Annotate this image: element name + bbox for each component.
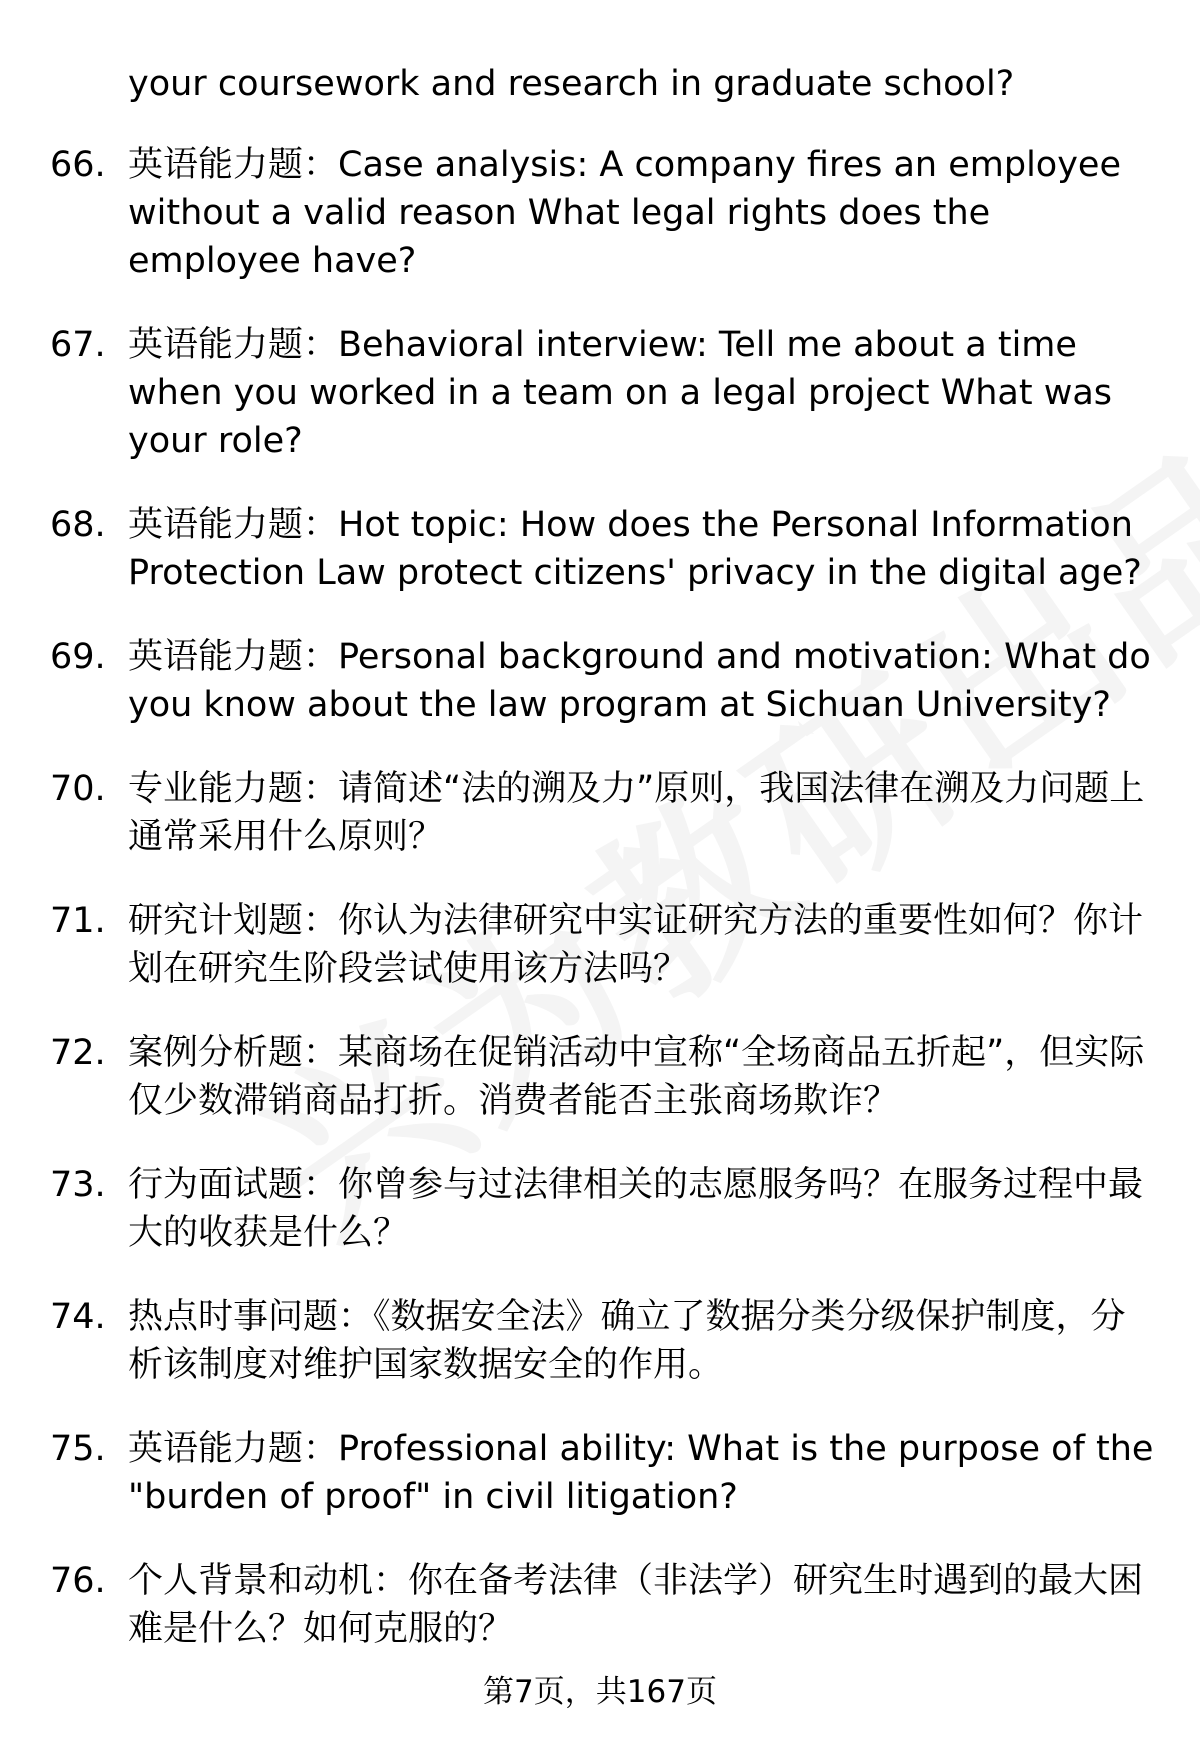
question-text: 专业能力题：请简述“法的溯及力”原则，我国法律在溯及力问题上通常采用什么原则？: [128, 769, 1145, 857]
question-text: 英语能力题：Hot topic: How does the Personal Information Protection Law protect citizens' privacy in the digital age?: [128, 505, 1142, 593]
question-number: 71.: [50, 901, 106, 941]
question-text: 行为面试题：你曾参与过法律相关的志愿服务吗？在服务过程中最大的收获是什么？: [128, 1165, 1144, 1253]
question-number: 70.: [50, 769, 106, 809]
page-footer: 第7页，共167页: [483, 1674, 717, 1710]
question-item: [0, 1029, 1200, 1125]
question-number: 67.: [50, 325, 106, 365]
question-item: [0, 1161, 1200, 1257]
question-text: 热点时事问题：《数据安全法》确立了数据分类分级保护制度，分析该制度对维护国家数据安全的作用。: [128, 1297, 1126, 1385]
question-number: 72.: [50, 1033, 106, 1073]
question-item: [0, 897, 1200, 993]
question-number: 76.: [50, 1561, 106, 1601]
question-item: [0, 141, 1200, 285]
question-number: 66.: [50, 145, 106, 185]
question-text: 研究计划题：你认为法律研究中实证研究方法的重要性如何？你计划在研究生阶段尝试使用该方法吗？: [128, 901, 1144, 989]
question-list: [0, 141, 1200, 1689]
question-item: [0, 321, 1200, 465]
question-number: 69.: [50, 637, 106, 677]
question-item: [0, 765, 1200, 861]
question-text: 英语能力题：Professional ability: What is the purpose of the "burden of proof" in civil litigation?: [128, 1429, 1154, 1517]
question-number: 75.: [50, 1429, 106, 1469]
question-item: [0, 1425, 1200, 1521]
continuation-text: your coursework and research in graduate school?: [128, 64, 1015, 104]
question-item: [0, 1557, 1200, 1653]
question-number: 74.: [50, 1297, 106, 1337]
question-number: 68.: [50, 505, 106, 545]
question-item: [0, 1293, 1200, 1389]
question-item: [0, 501, 1200, 597]
question-text: 英语能力题：Behavioral interview: Tell me about a time when you worked in a team on a legal project What was your role?: [128, 325, 1112, 461]
question-text: 案例分析题：某商场在促销活动中宣称“全场商品五折起”，但实际仅少数滞销商品打折。消费者能否主张商场欺诈？: [128, 1033, 1145, 1121]
question-number: 73.: [50, 1165, 106, 1205]
question-text: 英语能力题：Case analysis: A company fires an employee without a valid reason What legal rights does the employee have?: [128, 145, 1121, 281]
question-item: [0, 633, 1200, 729]
question-text: 英语能力题：Personal background and motivation: What do you know about the law program at Sichuan University?: [128, 637, 1151, 725]
question-text: 个人背景和动机：你在备考法律（非法学）研究生时遇到的最大困难是什么？如何克服的？: [128, 1561, 1144, 1649]
